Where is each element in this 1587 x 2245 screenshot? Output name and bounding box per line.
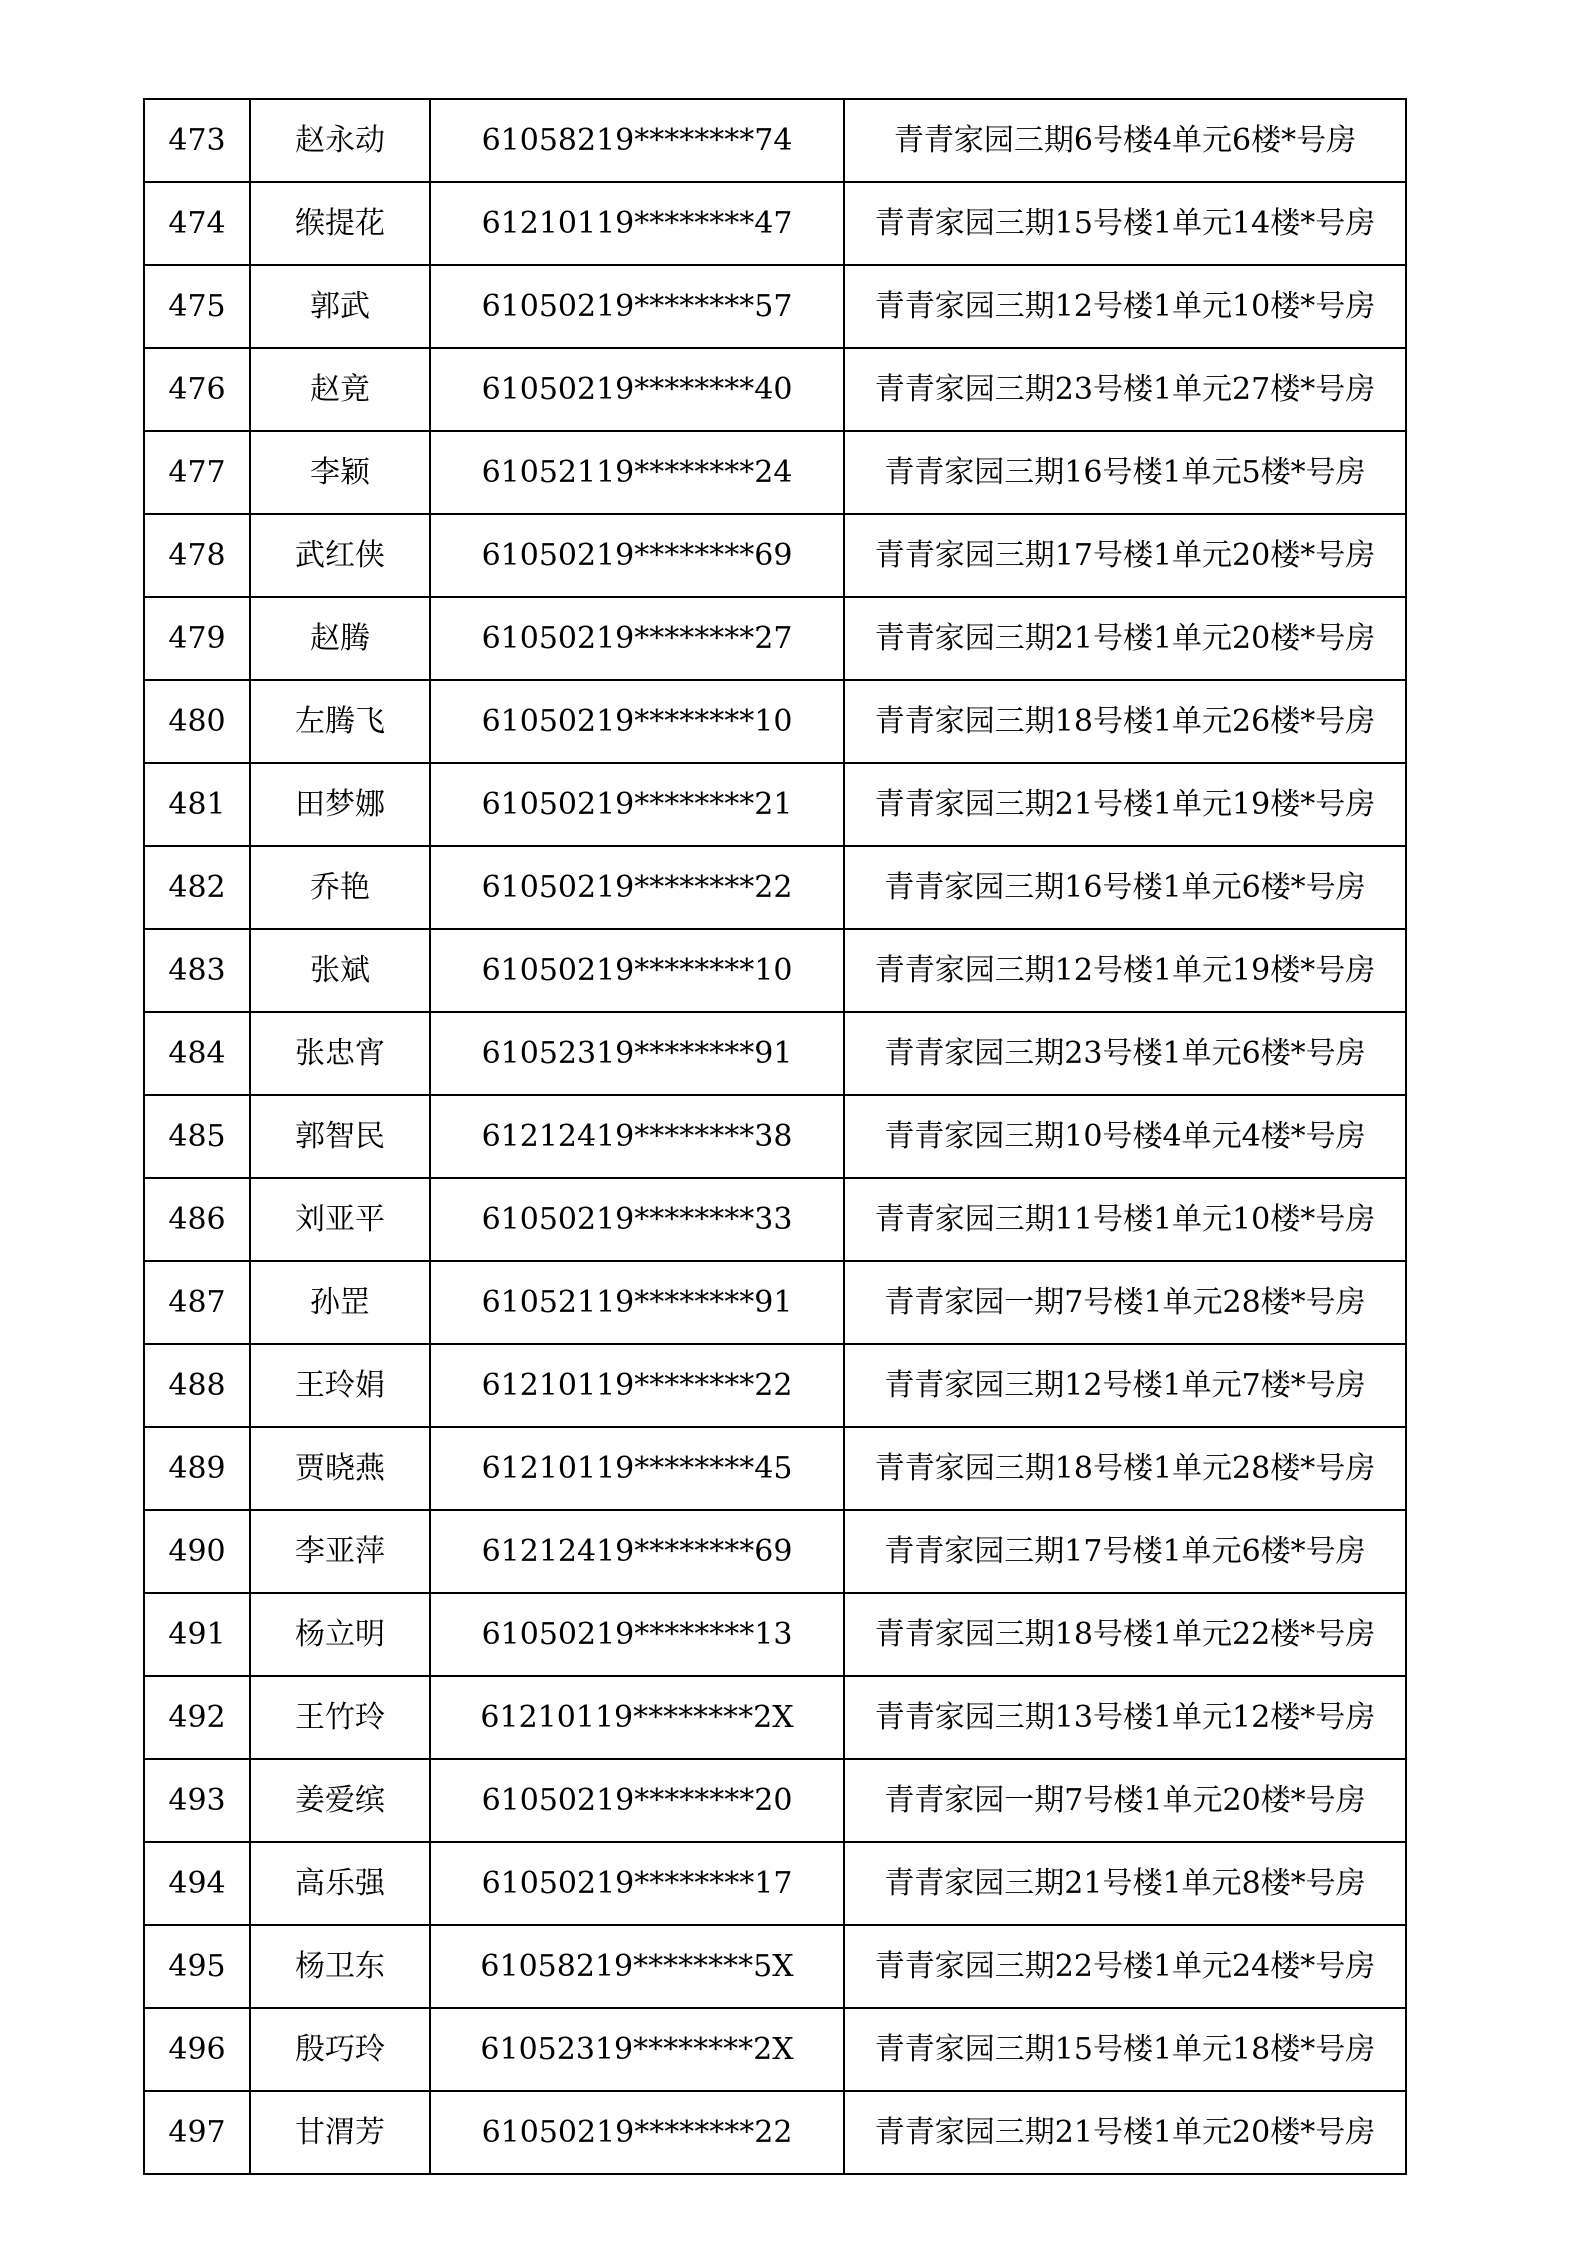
name-cell: 姜爱缤	[250, 1759, 430, 1842]
id-number-cell: 61050219********57	[430, 265, 844, 348]
table-row	[144, 99, 1406, 182]
address-cell: 青青家园三期18号楼1单元26楼*号房	[844, 680, 1406, 763]
table-row	[144, 2008, 1406, 2091]
id-number-cell: 61052319********91	[430, 1012, 844, 1095]
row-number-cell: 494	[144, 1842, 250, 1925]
address-cell: 青青家园三期16号楼1单元5楼*号房	[844, 431, 1406, 514]
row-number-cell: 488	[144, 1344, 250, 1427]
row-number-cell: 491	[144, 1593, 250, 1676]
address-cell: 青青家园三期13号楼1单元12楼*号房	[844, 1676, 1406, 1759]
address-cell: 青青家园三期18号楼1单元28楼*号房	[844, 1427, 1406, 1510]
name-cell: 田梦娜	[250, 763, 430, 846]
id-number-cell: 61212419********38	[430, 1095, 844, 1178]
row-number-cell: 490	[144, 1510, 250, 1593]
table-row	[144, 1427, 1406, 1510]
row-number-cell: 482	[144, 846, 250, 929]
table-row	[144, 1676, 1406, 1759]
table-row	[144, 1261, 1406, 1344]
id-number-cell: 61210119********22	[430, 1344, 844, 1427]
id-number-cell: 61050219********22	[430, 846, 844, 929]
name-cell: 武红侠	[250, 514, 430, 597]
id-number-cell: 61058219********5X	[430, 1925, 844, 2008]
address-cell: 青青家园三期12号楼1单元19楼*号房	[844, 929, 1406, 1012]
row-number-cell: 485	[144, 1095, 250, 1178]
table-row	[144, 1178, 1406, 1261]
table-row	[144, 182, 1406, 265]
name-cell: 郭武	[250, 265, 430, 348]
name-cell: 孙罡	[250, 1261, 430, 1344]
table-row	[144, 597, 1406, 680]
name-cell: 缑提花	[250, 182, 430, 265]
address-cell: 青青家园三期17号楼1单元6楼*号房	[844, 1510, 1406, 1593]
address-cell: 青青家园三期12号楼1单元10楼*号房	[844, 265, 1406, 348]
table-row	[144, 846, 1406, 929]
row-number-cell: 492	[144, 1676, 250, 1759]
row-number-cell: 477	[144, 431, 250, 514]
id-number-cell: 61050219********20	[430, 1759, 844, 1842]
row-number-cell: 474	[144, 182, 250, 265]
id-number-cell: 61050219********33	[430, 1178, 844, 1261]
table-row	[144, 1510, 1406, 1593]
row-number-cell: 475	[144, 265, 250, 348]
address-cell: 青青家园三期21号楼1单元20楼*号房	[844, 2091, 1406, 2174]
address-cell: 青青家园三期12号楼1单元7楼*号房	[844, 1344, 1406, 1427]
address-cell: 青青家园三期21号楼1单元20楼*号房	[844, 597, 1406, 680]
id-number-cell: 61210119********2X	[430, 1676, 844, 1759]
address-cell: 青青家园三期15号楼1单元14楼*号房	[844, 182, 1406, 265]
id-number-cell: 61050219********10	[430, 929, 844, 1012]
address-cell: 青青家园三期21号楼1单元8楼*号房	[844, 1842, 1406, 1925]
id-number-cell: 61052319********2X	[430, 2008, 844, 2091]
row-number-cell: 496	[144, 2008, 250, 2091]
id-number-cell: 61050219********40	[430, 348, 844, 431]
table-row	[144, 1842, 1406, 1925]
name-cell: 杨立明	[250, 1593, 430, 1676]
address-cell: 青青家园一期7号楼1单元20楼*号房	[844, 1759, 1406, 1842]
name-cell: 李颖	[250, 431, 430, 514]
id-number-cell: 61050219********10	[430, 680, 844, 763]
address-cell: 青青家园三期15号楼1单元18楼*号房	[844, 2008, 1406, 2091]
name-cell: 甘渭芳	[250, 2091, 430, 2174]
row-number-cell: 476	[144, 348, 250, 431]
name-cell: 李亚萍	[250, 1510, 430, 1593]
row-number-cell: 484	[144, 1012, 250, 1095]
name-cell: 郭智民	[250, 1095, 430, 1178]
address-cell: 青青家园三期11号楼1单元10楼*号房	[844, 1178, 1406, 1261]
row-number-cell: 493	[144, 1759, 250, 1842]
row-number-cell: 480	[144, 680, 250, 763]
row-number-cell: 495	[144, 1925, 250, 2008]
name-cell: 高乐强	[250, 1842, 430, 1925]
address-cell: 青青家园三期17号楼1单元20楼*号房	[844, 514, 1406, 597]
table-row	[144, 1012, 1406, 1095]
roster-table-body	[144, 99, 1406, 2174]
row-number-cell: 486	[144, 1178, 250, 1261]
id-number-cell: 61212419********69	[430, 1510, 844, 1593]
table-row	[144, 1095, 1406, 1178]
name-cell: 王竹玲	[250, 1676, 430, 1759]
name-cell: 刘亚平	[250, 1178, 430, 1261]
table-row	[144, 348, 1406, 431]
address-cell: 青青家园三期23号楼1单元27楼*号房	[844, 348, 1406, 431]
table-row	[144, 514, 1406, 597]
name-cell: 张忠宵	[250, 1012, 430, 1095]
address-cell: 青青家园三期23号楼1单元6楼*号房	[844, 1012, 1406, 1095]
id-number-cell: 61058219********74	[430, 99, 844, 182]
id-number-cell: 61210119********45	[430, 1427, 844, 1510]
table-row	[144, 1759, 1406, 1842]
name-cell: 左腾飞	[250, 680, 430, 763]
id-number-cell: 61210119********47	[430, 182, 844, 265]
address-cell: 青青家园三期16号楼1单元6楼*号房	[844, 846, 1406, 929]
table-row	[144, 763, 1406, 846]
id-number-cell: 61050219********13	[430, 1593, 844, 1676]
name-cell: 赵竟	[250, 348, 430, 431]
name-cell: 赵永动	[250, 99, 430, 182]
table-row	[144, 265, 1406, 348]
name-cell: 乔艳	[250, 846, 430, 929]
row-number-cell: 483	[144, 929, 250, 1012]
table-row	[144, 1344, 1406, 1427]
table-row	[144, 929, 1406, 1012]
id-number-cell: 61050219********17	[430, 1842, 844, 1925]
address-cell: 青青家园三期6号楼4单元6楼*号房	[844, 99, 1406, 182]
id-number-cell: 61052119********24	[430, 431, 844, 514]
row-number-cell: 487	[144, 1261, 250, 1344]
name-cell: 杨卫东	[250, 1925, 430, 2008]
name-cell: 殷巧玲	[250, 2008, 430, 2091]
roster-table	[143, 98, 1407, 2175]
table-row	[144, 1925, 1406, 2008]
name-cell: 赵腾	[250, 597, 430, 680]
name-cell: 张斌	[250, 929, 430, 1012]
address-cell: 青青家园三期22号楼1单元24楼*号房	[844, 1925, 1406, 2008]
id-number-cell: 61050219********27	[430, 597, 844, 680]
id-number-cell: 61050219********69	[430, 514, 844, 597]
row-number-cell: 481	[144, 763, 250, 846]
address-cell: 青青家园三期21号楼1单元19楼*号房	[844, 763, 1406, 846]
row-number-cell: 479	[144, 597, 250, 680]
name-cell: 贾晓燕	[250, 1427, 430, 1510]
table-row	[144, 680, 1406, 763]
name-cell: 王玲娟	[250, 1344, 430, 1427]
id-number-cell: 61052119********91	[430, 1261, 844, 1344]
row-number-cell: 478	[144, 514, 250, 597]
address-cell: 青青家园三期18号楼1单元22楼*号房	[844, 1593, 1406, 1676]
address-cell: 青青家园一期7号楼1单元28楼*号房	[844, 1261, 1406, 1344]
table-row	[144, 2091, 1406, 2174]
address-cell: 青青家园三期10号楼4单元4楼*号房	[844, 1095, 1406, 1178]
row-number-cell: 489	[144, 1427, 250, 1510]
table-row	[144, 1593, 1406, 1676]
id-number-cell: 61050219********21	[430, 763, 844, 846]
row-number-cell: 473	[144, 99, 250, 182]
table-row	[144, 431, 1406, 514]
row-number-cell: 497	[144, 2091, 250, 2174]
id-number-cell: 61050219********22	[430, 2091, 844, 2174]
